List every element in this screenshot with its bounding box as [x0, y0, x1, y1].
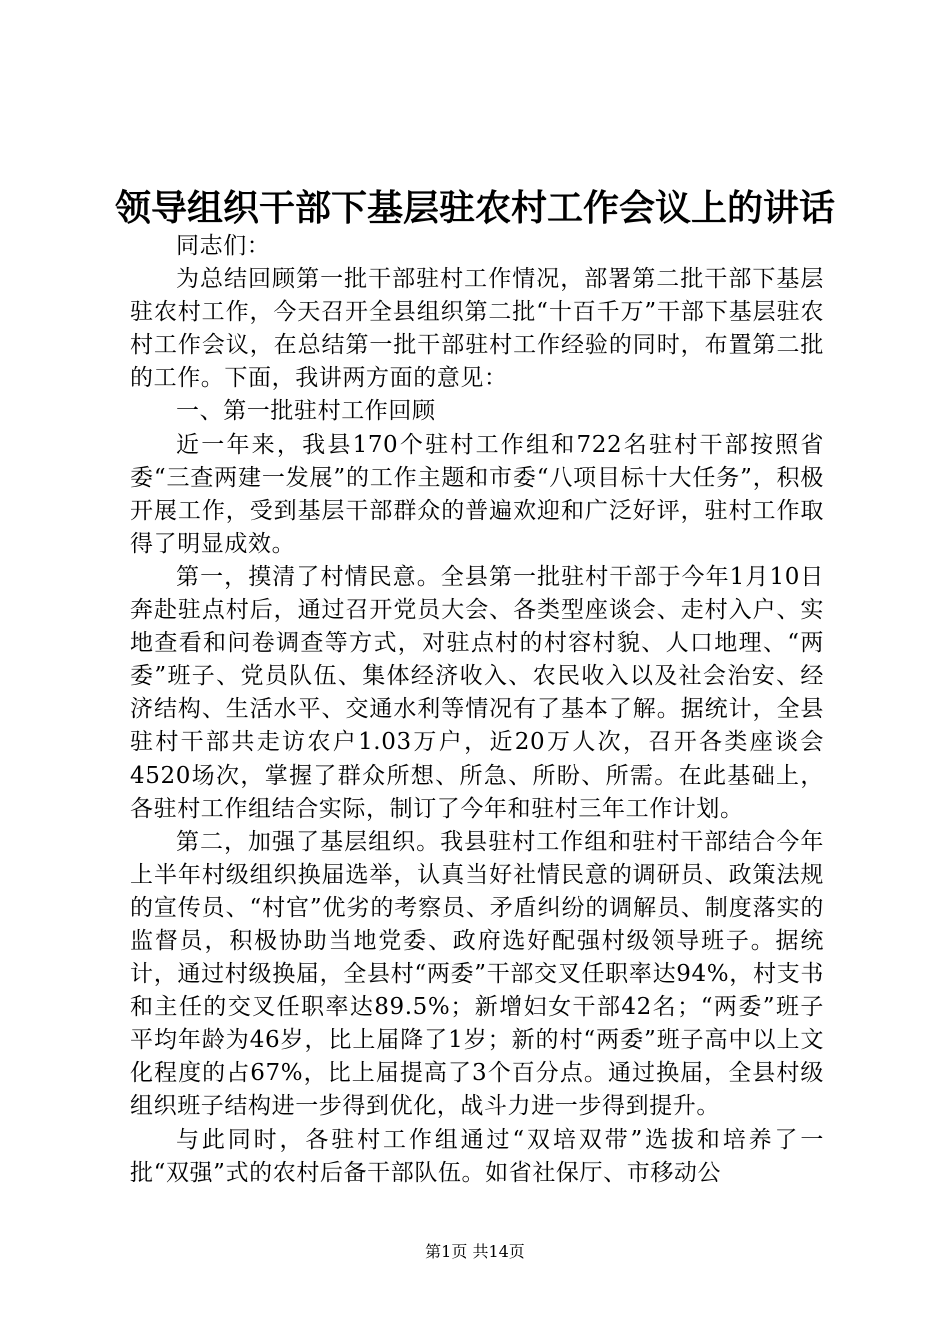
page-footer	[0, 1240, 950, 1264]
document-title: 领导组织干部下基层驻农村工作会议上的讲话	[114, 187, 835, 229]
body-paragraph: 近一年来，我县170个驻村工作组和722名驻村干部按照省委“三查两建一发展”的工作主题和市委“八项目标十大任务”，积极开展工作，受到基层干部群众的普遍欢迎和广泛好评，驻村工作取得了明显成效。	[130, 431, 824, 557]
body-paragraph: 第一，摸清了村情民意。全县第一批驻村干部于今年1月10日奔赴驻点村后，通过召开党员大会、各类型座谈会、走村入户、实地查看和问卷调查等方式，对驻点村的村容村貌、人口地理、“两委”班子、党员队伍、集体经济收入、农民收入以及社会治安、经济结构、生活水平、交通水利等情况有了基本了解。据统计，全县驻村干部共走访农户1.03万户，近20万人次，召开各类座谈会4520场次，掌握了群众所想、所急、所盼、所需。在此基础上，各驻村工作组结合实际，制订了今年和驻村三年工作计划。	[130, 563, 824, 822]
intro-paragraph: 为总结回顾第一批干部驻村工作情况，部署第二批干部下基层驻农村工作，今天召开全县组织第二批“十百千万”干部下基层驻农村工作会议，在总结第一批干部驻村工作经验的同时，布置第二批的工作。下面，我讲两方面的意见：	[130, 266, 824, 392]
section-heading: 一、第一批驻村工作回顾	[176, 398, 436, 425]
body-paragraph: 第二，加强了基层组织。我县驻村工作组和驻村干部结合今年上半年村级组织换届选举，认真当好社情民意的调研员、政策法规的宣传员、“村官”优劣的考察员、矛盾纠纷的调解员、制度落实的监督员，积极协助当地党委、政府选好配强村级领导班子。据统计，通过村级换届，全县村“两委”干部交叉任职率达94%，村支书和主任的交叉任职率达89.5%；新增妇女干部42名；“两委”班子平均年龄为46岁，比上届降了1岁；新的村“两委”班子高中以上文化程度的占67%，比上届提高了3个百分点。通过换届，全县村级组织班子结构进一步得到优化，战斗力进一步得到提升。	[130, 828, 824, 1120]
page-number: 第1页 共14页	[425, 1242, 525, 1261]
document-body	[130, 230, 824, 1190]
salutation-paragraph: 同志们：	[176, 233, 271, 259]
body-paragraph: 与此同时，各驻村工作组通过“双培双带”选拔和培养了一批“双强”式的农村后备干部队伍。如省社保厅、市移动公	[130, 1126, 824, 1186]
